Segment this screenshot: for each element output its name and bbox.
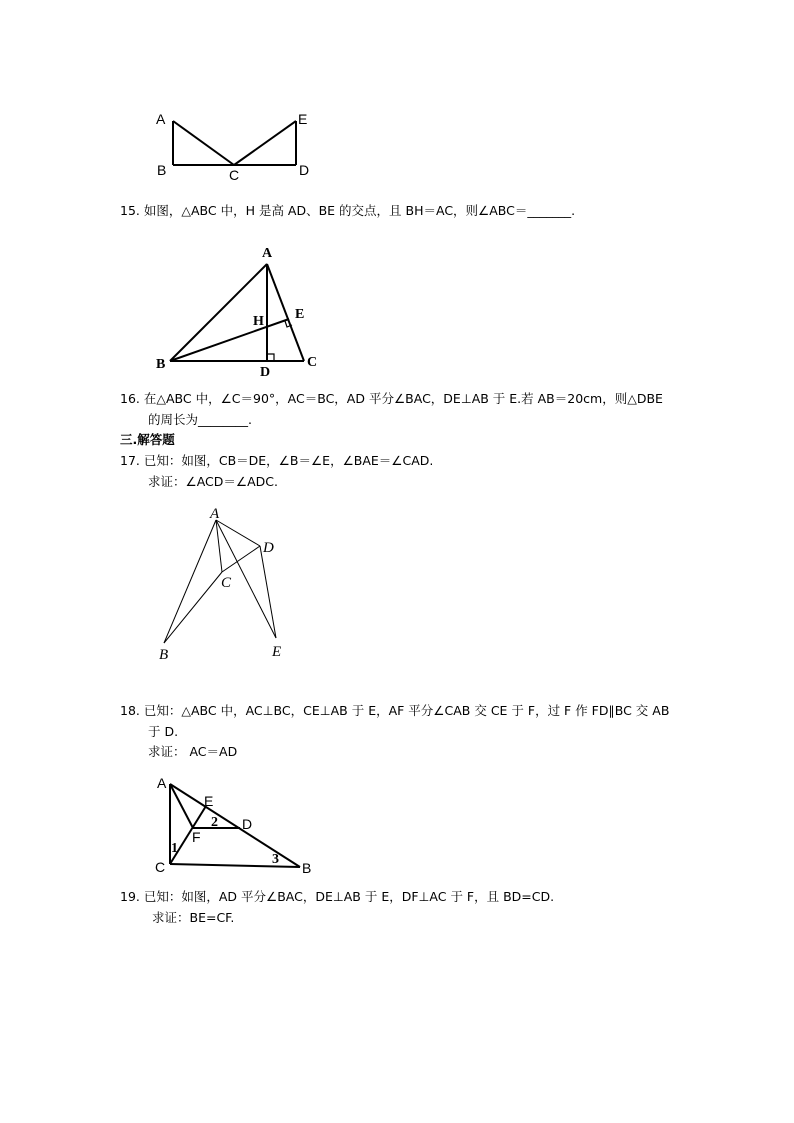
fig18-edge-cb [170, 864, 300, 867]
fig15-label-h: H [253, 314, 264, 329]
fig18-angle-3: 3 [272, 852, 279, 867]
fig18-label-f: F [192, 829, 201, 845]
question-18-line-3: 求证： AC＝AD [148, 744, 238, 759]
fig15-label-a: A [262, 246, 273, 261]
fig14-label-e: E [298, 111, 308, 127]
fig17-label-a: A [210, 506, 220, 522]
fig14-label-b: B [157, 162, 167, 178]
section-3-title: 三.解答题 [120, 432, 175, 447]
fig17-label-e: E [272, 644, 282, 660]
fig15-label-e: E [295, 307, 305, 322]
fig15-label-b: B [156, 357, 166, 372]
fig18-label-a: A [157, 775, 167, 791]
fig18-label-c: C [155, 859, 166, 875]
question-17-line-1: 17. 已知：如图，CB＝DE，∠B＝∠E，∠BAE＝∠CAD. [120, 453, 434, 468]
fig17-label-d: D [263, 540, 274, 556]
fig18-angle-2: 2 [211, 815, 218, 830]
question-18-line-1: 18. 已知：△ABC 中，AC⊥BC，CE⊥AB 于 E，AF 平分∠CAB 交 CE 于 F，过 F 作 FD∥BC 交 AB [120, 703, 670, 718]
question-19-line-1: 19. 已知：如图，AD 平分∠BAC，DE⊥AB 于 E，DF⊥AC 于 F，且 BD=CD. [120, 889, 555, 904]
fig17-label-c: C [221, 575, 232, 591]
fig18-label-b: B [302, 860, 312, 876]
fig18-label-d: D [242, 816, 253, 832]
question-15: 15. 如图，△ABC 中，H 是高 AD、BE 的交点，且 BH＝AC，则∠ABC＝_______. [120, 203, 576, 218]
question-16-line-2: 的周长为________. [148, 412, 252, 427]
fig14-label-d: D [299, 162, 310, 178]
fig18-label-e: E [204, 793, 214, 809]
question-19-line-2: 求证：BE=CF. [152, 910, 235, 925]
fig18-edge-ab [170, 784, 300, 867]
fig14-label-c: C [229, 167, 240, 183]
question-18-line-2: 于 D. [148, 724, 179, 739]
fig18-angle-1: 1 [171, 841, 178, 856]
fig14-label-a: A [156, 111, 166, 127]
fig17-label-b: B [159, 647, 169, 663]
fig15-label-d: D [260, 365, 271, 380]
question-17-line-2: 求证：∠ACD＝∠ADC. [148, 474, 278, 489]
question-16-line-1: 16. 在△ABC 中，∠C＝90°，AC＝BC，AD 平分∠BAC，DE⊥AB 于 E.若 AB＝20cm，则△DBE [120, 391, 663, 406]
fig15-label-c: C [307, 355, 318, 370]
